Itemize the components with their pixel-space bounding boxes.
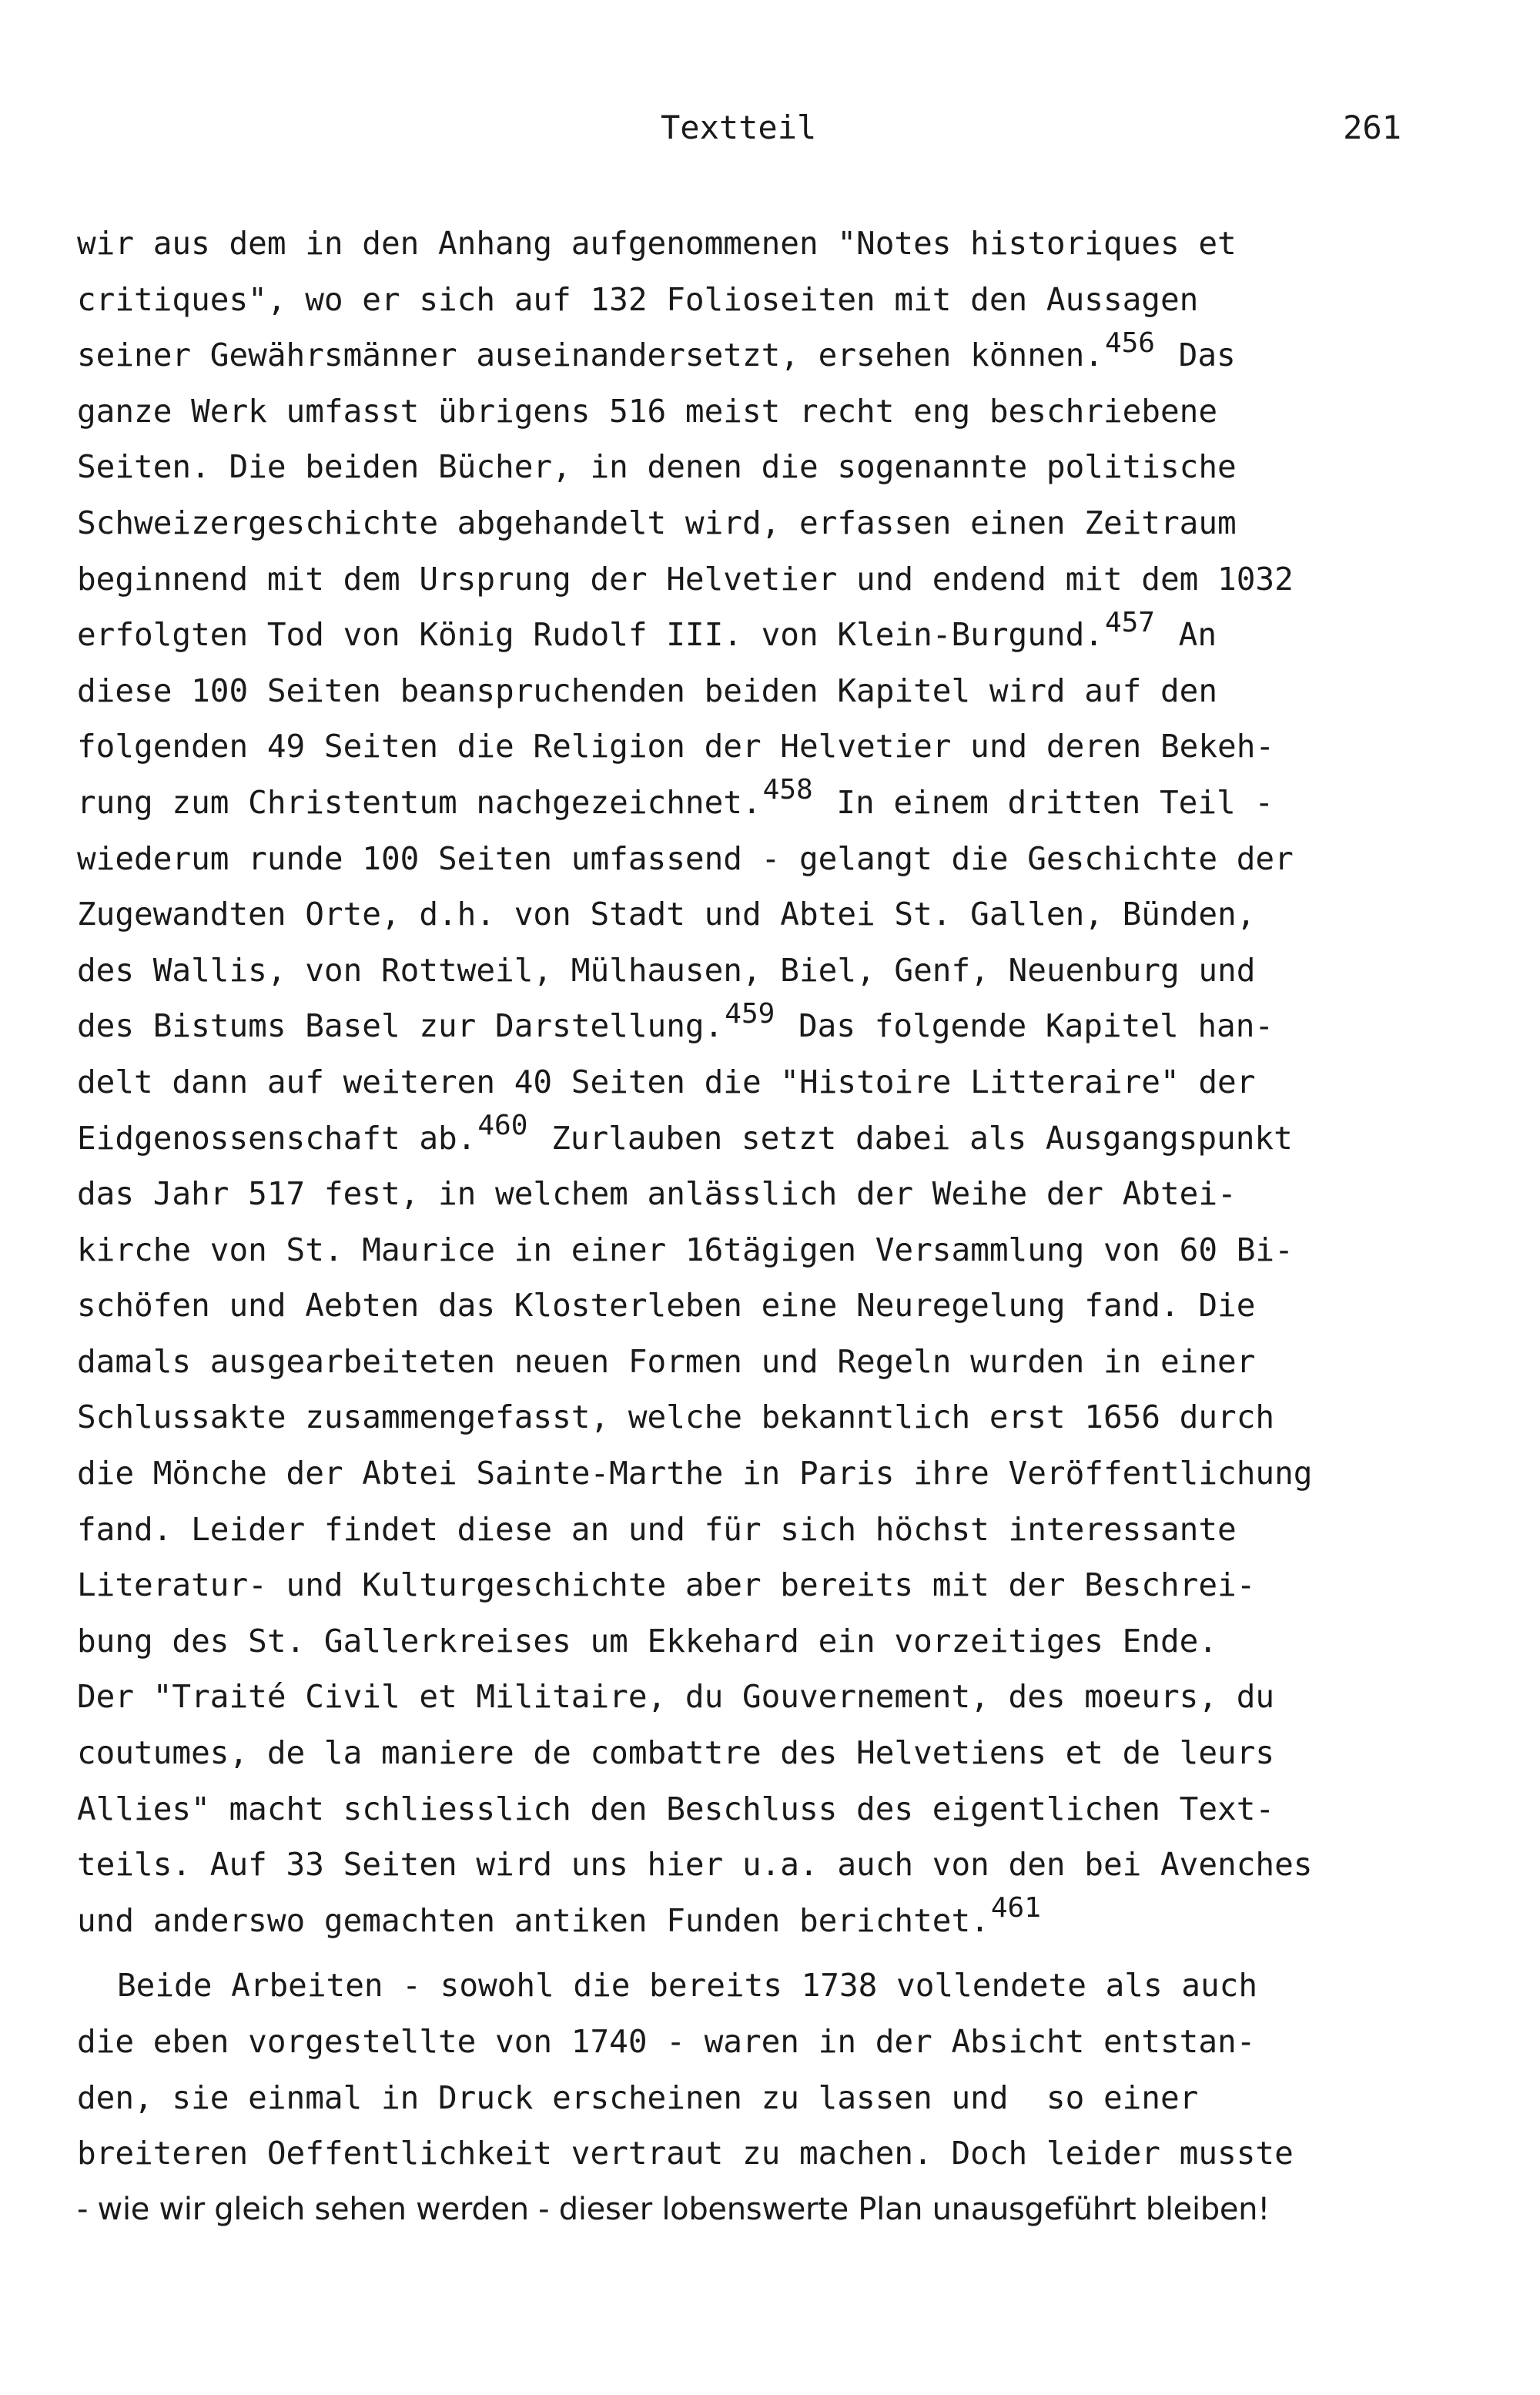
line-text: Beide Arbeiten - sowohl die bereits 1738 vollendete als auch [117,1967,1258,2005]
line-text: breiteren Oeffentlichkeit vertraut zu machen. Doch leider musste [77,2135,1294,2172]
text-line [77,1222,1455,1278]
line-text: rung zum Christentum nachgezeichnet. [77,783,762,821]
text-line [77,1837,1455,1893]
text-line [77,384,1455,440]
line-text-continued: Das [1159,337,1236,374]
line-text: folgenden 49 Seiten die Religion der Helvetier und deren Bekeh- [77,728,1275,765]
text-line [77,1445,1455,1502]
line-text: und anderswo gemachten antiken Funden berichtet. [77,1901,989,1939]
text-line [77,1893,1455,1949]
line-text: des Bistums Basel zur Darstellung. [77,1007,724,1045]
line-text-continued: An [1159,616,1217,654]
footnote-reference: 456 [1104,327,1155,359]
line-text: das Jahr 517 fest, in welchem anlässlich der Weihe der Abtei- [77,1175,1237,1213]
line-text-continued: Das folgende Kapitel han- [779,1007,1274,1045]
line-text: wiederum runde 100 Seiten umfassend - gelangt die Geschichte der [77,839,1294,877]
line-text-continued: In einem dritten Teil - [817,783,1274,821]
line-text: Schweizergeschichte abgehandelt wird, erfassen einen Zeitraum [77,504,1237,541]
text-line [77,663,1455,719]
text-line [77,1557,1455,1613]
text-line [77,886,1455,943]
line-text: Seiten. Die beiden Bücher, in denen die sogenannte politische [77,448,1237,486]
text-line [77,1110,1455,1167]
line-text-continued: Zurlauben setzt dabei als Ausgangspunkt [532,1119,1293,1157]
text-line [77,831,1455,887]
line-text: seiner Gewährsmänner auseinandersetzt, ersehen können. [77,337,1103,374]
line-text: delt dann auf weiteren 40 Seiten die "Histoire Litteraire" der [77,1063,1256,1100]
line-text: erfolgten Tod von König Rudolf III. von Klein-Burgund. [77,616,1103,654]
text-line [77,327,1455,384]
line-text: den, sie einmal in Druck erscheinen zu lassen und so einer [77,2078,1199,2116]
line-text: ganze Werk umfasst übrigens 516 meist recht eng beschriebene [77,392,1218,430]
line-text: beginnend mit dem Ursprung der Helvetier und endend mit dem 1032 [77,560,1294,598]
text-line [77,551,1455,608]
line-text: Schlussakte zusammengefasst, welche bekanntlich erst 1656 durch [77,1398,1275,1436]
line-text: wir aus dem in den Anhang aufgenommenen "Notes historiques et [77,225,1237,262]
text-line [77,1334,1455,1390]
line-text: bung des St. Gallerkreises um Ekkehard ein vorzeitiges Ende. [77,1622,1218,1660]
line-text: die Mönche der Abtei Sainte-Marthe in Paris ihre Veröffentlichung [77,1455,1313,1492]
line-text: coutumes, de la maniere de combattre des Helvetiens et de leurs [77,1734,1275,1772]
text-line [77,1166,1455,1222]
text-line [77,1502,1455,1558]
text-line [77,1725,1455,1781]
text-line [77,216,1455,272]
line-text: fand. Leider findet diese an und für sich höchst interessante [77,1510,1237,1548]
text-line [77,272,1455,328]
text-line [77,2014,1455,2070]
text-line [77,998,1455,1054]
footnote-reference: 457 [1104,606,1155,638]
footnote-reference: 458 [762,774,813,806]
text-line [77,775,1455,831]
text-line [77,1669,1455,1725]
line-text: Zugewandten Orte, d.h. von Stadt und Abtei St. Gallen, Bünden, [77,896,1256,933]
text-line [77,1958,1455,2014]
line-text: die eben vorgestellte von 1740 - waren in der Absicht entstan- [77,2023,1256,2060]
line-text: Eidgenossenschaft ab. [77,1119,477,1157]
text-line [77,943,1455,999]
text-line [77,607,1455,663]
text-line [77,1389,1455,1445]
footnote-reference: 460 [477,1109,528,1141]
line-text: - wie wir gleich sehen werden - dieser lobenswerte Plan unausgeführt bleiben! [77,2191,1270,2227]
text-line [77,439,1455,495]
text-line [77,495,1455,551]
main-text [77,216,1455,2237]
text-line [77,2125,1455,2182]
line-text: diese 100 Seiten beanspruchenden beiden Kapitel wird auf den [77,672,1218,709]
line-text: teils. Auf 33 Seiten wird uns hier u.a. auch von den bei Avenches [77,1846,1313,1884]
text-line [77,2070,1455,2126]
running-title: Textteil [661,109,817,146]
footnote-reference: 459 [725,997,775,1030]
text-line [77,1781,1455,1837]
text-line [77,718,1455,775]
line-text: schöfen und Aebten das Klosterleben eine Neuregelung fand. Die [77,1287,1256,1325]
line-text: critiques", wo er sich auf 132 Folioseiten mit den Aussagen [77,280,1199,318]
text-line [77,2182,1455,2238]
text-line [77,1054,1455,1110]
line-text: Allies" macht schliesslich den Beschluss des eigentlichen Text- [77,1790,1275,1827]
page-header [77,106,1401,149]
page-number: 261 [1343,109,1401,146]
footnote-reference: 461 [990,1892,1041,1924]
text-line [77,1278,1455,1334]
line-text: des Wallis, von Rottweil, Mülhausen, Biel, Genf, Neuenburg und [77,951,1256,989]
line-text: damals ausgearbeiteten neuen Formen und Regeln wurden in einer [77,1342,1256,1380]
text-line [77,1613,1455,1670]
line-text: kirche von St. Maurice in einer 16tägigen Versammlung von 60 Bi- [77,1231,1294,1268]
line-text: Der "Traité Civil et Militaire, du Gouvernement, des moeurs, du [77,1678,1275,1716]
line-text: Literatur- und Kulturgeschichte aber bereits mit der Beschrei- [77,1566,1256,1604]
